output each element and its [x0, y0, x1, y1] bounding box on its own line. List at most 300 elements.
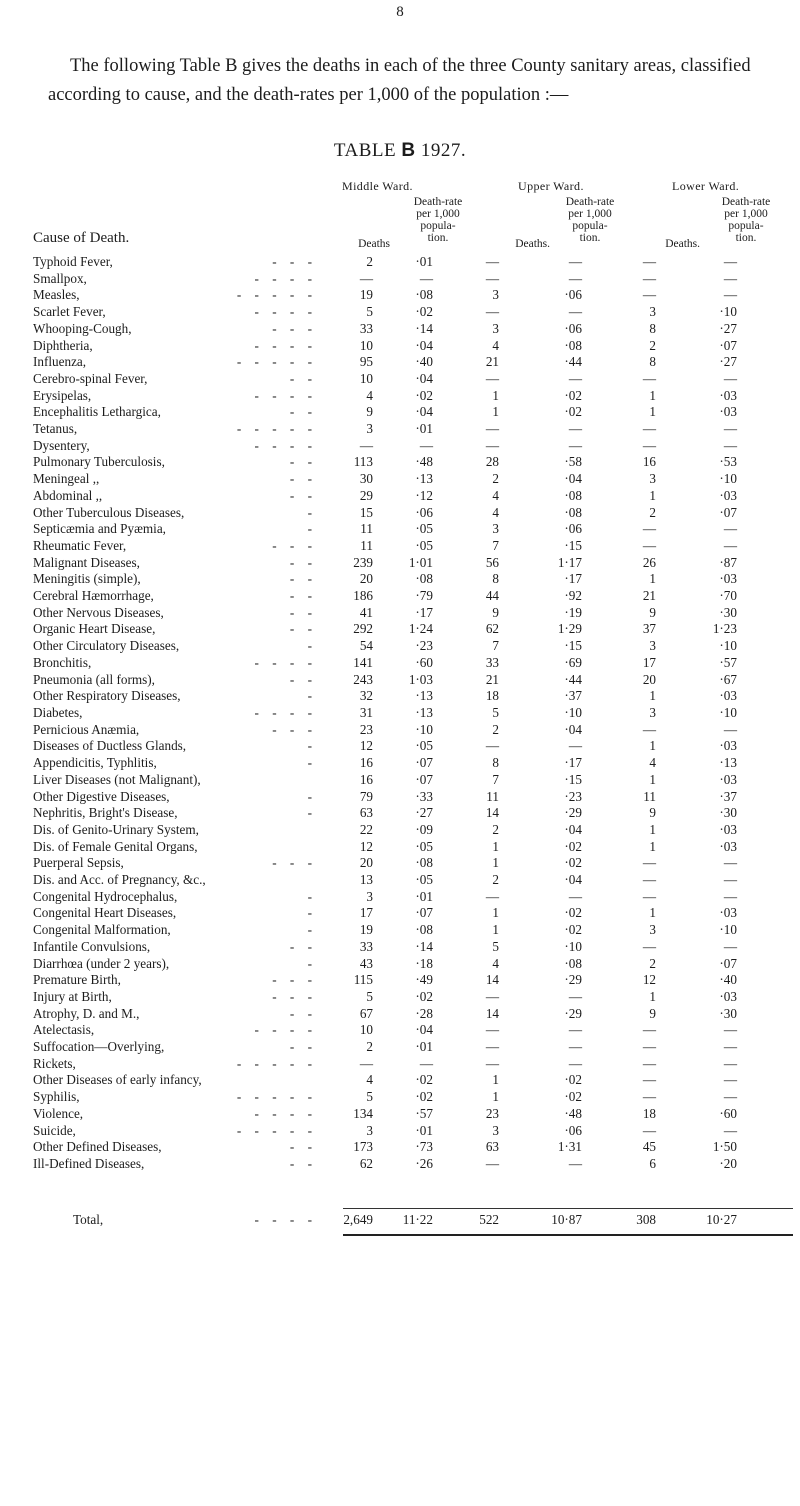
middle-deaths-cell: —	[359, 437, 373, 453]
lower-deaths-cell: —	[642, 370, 656, 386]
middle-rate-cell: ·01	[415, 888, 433, 904]
leader-dots: -	[307, 955, 317, 971]
lower-rate-cell: ·03	[719, 404, 737, 420]
cause-name: Influenza,	[33, 354, 87, 370]
middle-rate-cell: ·08	[415, 855, 433, 871]
lower-deaths-cell: —	[642, 270, 656, 286]
cause-name: Other Digestive Diseases,	[33, 788, 170, 804]
upper-deaths-cell: 14	[485, 805, 499, 821]
leader-dots: - - - -	[254, 270, 317, 286]
cause-name: Other Defined Diseases,	[33, 1139, 162, 1155]
leader-dots: -	[307, 805, 317, 821]
lower-rate-cell: —	[723, 938, 737, 954]
middle-rate-cell: ·02	[415, 1072, 433, 1088]
cause-name: Meningitis (simple),	[33, 571, 141, 587]
upper-rate-cell: —	[568, 304, 582, 320]
upper-rate-cell: ·06	[564, 287, 582, 303]
leader-dots: - -	[289, 1139, 317, 1155]
lower-deaths-cell: —	[642, 1055, 656, 1071]
middle-deaths-cell: 141	[353, 654, 373, 670]
cause-cell	[33, 738, 323, 755]
upper-rate-cell: —	[568, 888, 582, 904]
upper-rate-cell: ·06	[564, 1122, 582, 1138]
lower-deaths-cell: 20	[642, 671, 656, 687]
cause-name: Cerebro-spinal Fever,	[33, 370, 148, 386]
middle-rate-cell: ·02	[415, 304, 433, 320]
table-row	[33, 471, 737, 488]
middle-rate-cell: ·07	[415, 755, 433, 771]
lower-rate-cell: —	[723, 721, 737, 737]
lower-deaths-cell: —	[642, 1039, 656, 1055]
lower-rate-cell: ·10	[719, 922, 737, 938]
middle-rate-cell: ·08	[415, 922, 433, 938]
middle-deaths-cell: 43	[359, 955, 373, 971]
leader-dots: - - - - -	[236, 1055, 317, 1071]
leader-dots: - -	[289, 487, 317, 503]
ward-header-middle: Middle Ward.	[342, 179, 413, 193]
cause-cell	[33, 922, 323, 939]
upper-rate-cell: ·44	[564, 354, 582, 370]
cause-name: Other Circulatory Diseases,	[33, 638, 180, 654]
cause-name: Dis. of Female Genital Organs,	[33, 838, 198, 854]
cause-cell	[33, 772, 323, 789]
middle-rate-cell: ·12	[415, 487, 433, 503]
middle-rate-cell: ·05	[415, 738, 433, 754]
total-cause-cell	[33, 1212, 323, 1229]
middle-rate-cell: ·05	[415, 521, 433, 537]
upper-deaths-cell: 4	[492, 504, 499, 520]
lower-deaths-cell: 9	[649, 805, 656, 821]
lower-deaths-cell: 3	[649, 304, 656, 320]
upper-rate-cell: 1·29	[557, 621, 582, 637]
upper-deaths-cell: —	[485, 254, 499, 269]
cause-cell	[33, 822, 323, 839]
lower-deaths-cell: —	[642, 938, 656, 954]
table-row	[33, 738, 737, 755]
lower-rate-cell: ·10	[719, 304, 737, 320]
cause-cell	[33, 939, 323, 956]
middle-rate-cell: ·04	[415, 370, 433, 386]
total-rule-bottom	[343, 1234, 793, 1236]
middle-deaths-cell: 3	[366, 421, 373, 437]
cause-name: Injury at Birth,	[33, 988, 112, 1004]
cause-name: Diphtheria,	[33, 337, 93, 353]
leader-dots: - - - -	[254, 437, 317, 453]
leader-dots: - - - - -	[236, 354, 317, 370]
cause-name: Other Tuberculous Diseases,	[33, 504, 185, 520]
cause-name: Congenital Heart Diseases,	[33, 905, 177, 921]
table-row	[33, 905, 737, 922]
table-row	[33, 872, 737, 889]
table-row	[33, 271, 737, 288]
lower-rate-cell: ·60	[719, 1105, 737, 1121]
middle-deaths-cell: 134	[353, 1105, 373, 1121]
lower-rate-cell: —	[723, 872, 737, 888]
leader-dots: - - - - -	[236, 1089, 317, 1105]
cause-name: Septicæmia and Pyæmia,	[33, 521, 166, 537]
lower-rate-cell: ·03	[719, 487, 737, 503]
cause-cell	[33, 371, 323, 388]
leader-dots: - -	[289, 1039, 317, 1055]
lower-rate-cell: —	[723, 537, 737, 553]
table-row	[33, 839, 737, 856]
middle-deaths-cell: 186	[353, 588, 373, 604]
table-row	[33, 989, 737, 1006]
table-row	[33, 454, 737, 471]
upper-deaths-cell: 11	[486, 788, 499, 804]
table-row	[33, 789, 737, 806]
lower-deaths-cell: —	[642, 1022, 656, 1038]
cause-cell	[33, 705, 323, 722]
lower-rate-cell: ·07	[719, 504, 737, 520]
upper-rate-cell: ·15	[564, 638, 582, 654]
table-row	[33, 338, 737, 355]
lower-deaths-cell: 17	[642, 654, 656, 670]
lower-rate-cell: ·03	[719, 387, 737, 403]
cause-name: Diarrhœa (under 2 years),	[33, 955, 170, 971]
page-number: 8	[396, 4, 404, 20]
cause-name: Puerperal Sepsis,	[33, 855, 124, 871]
middle-deaths-cell: 12	[359, 738, 373, 754]
cause-cell	[33, 621, 323, 638]
leader-dots: - - -	[272, 855, 317, 871]
lower-deaths-cell: 9	[649, 604, 656, 620]
table-row	[33, 1089, 737, 1106]
middle-deaths-cell: 15	[359, 504, 373, 520]
lower-deaths-cell: 8	[649, 320, 656, 336]
middle-rate-cell: ·01	[415, 1039, 433, 1055]
upper-rate-cell: ·29	[564, 972, 582, 988]
middle-deaths-cell: —	[359, 1055, 373, 1071]
middle-deaths-cell: 173	[353, 1139, 373, 1155]
upper-rate-cell: ·04	[564, 721, 582, 737]
table-row	[33, 672, 737, 689]
middle-rate-cell: ·01	[415, 421, 433, 437]
ward-header-lower: Lower Ward.	[672, 179, 740, 193]
cause-cell	[33, 905, 323, 922]
upper-deaths-cell: 2	[492, 821, 499, 837]
cause-name: Ill-Defined Diseases,	[33, 1155, 145, 1171]
middle-rate-cell: ·57	[415, 1105, 433, 1121]
middle-rate-cell: ·48	[415, 454, 433, 470]
cause-cell	[33, 1089, 323, 1106]
table-row	[33, 1056, 737, 1073]
cause-name: Appendicitis, Typhlitis,	[33, 755, 157, 771]
cause-cell	[33, 438, 323, 455]
middle-deaths-cell: 17	[359, 905, 373, 921]
upper-rate-cell: ·69	[564, 654, 582, 670]
leader-dots: - -	[289, 621, 317, 637]
middle-rate-cell: 1·01	[408, 554, 433, 570]
middle-rate-cell: ·33	[415, 788, 433, 804]
middle-deaths-cell: 2	[366, 1039, 373, 1055]
middle-rate-cell: ·05	[415, 872, 433, 888]
cause-name: Rickets,	[33, 1055, 76, 1071]
lower-deaths-cell: 26	[642, 554, 656, 570]
upper-rate-cell: ·02	[564, 855, 582, 871]
table-row	[33, 555, 737, 572]
table-title-prefix: TABLE	[333, 140, 397, 161]
middle-deaths-cell: 292	[353, 621, 373, 637]
lower-rate-cell: ·03	[719, 688, 737, 704]
deaths-header-lower: Deaths.	[665, 238, 700, 250]
cause-cell	[33, 672, 323, 689]
leader-dots: -	[307, 521, 317, 537]
middle-rate-cell: ·23	[415, 638, 433, 654]
leader-dots: -	[307, 504, 317, 520]
table-row	[33, 538, 737, 555]
middle-deaths-cell: 4	[366, 1072, 373, 1088]
middle-rate-cell: ·04	[415, 337, 433, 353]
cause-column-header: Cause of Death.	[33, 230, 130, 246]
lower-deaths-cell: 3	[649, 704, 656, 720]
table-row	[33, 805, 737, 822]
cause-cell	[33, 521, 323, 538]
upper-rate-cell: ·92	[564, 588, 582, 604]
lower-deaths-cell: 1	[649, 838, 656, 854]
middle-deaths-cell: 239	[353, 554, 373, 570]
middle-rate-cell: —	[419, 270, 433, 286]
upper-rate-cell: —	[568, 1155, 582, 1171]
upper-rate-cell: ·06	[564, 320, 582, 336]
cause-cell	[33, 605, 323, 622]
lower-deaths-cell: 9	[649, 1005, 656, 1021]
lower-rate-cell: ·03	[719, 771, 737, 787]
cause-cell	[33, 505, 323, 522]
table-row	[33, 772, 737, 789]
leader-dots: - -	[289, 938, 317, 954]
table-row	[33, 939, 737, 956]
table-row	[33, 1039, 737, 1056]
lower-rate-cell: ·30	[719, 604, 737, 620]
cause-name: Organic Heart Disease,	[33, 621, 156, 637]
middle-deaths-cell: 16	[359, 771, 373, 787]
upper-deaths-cell: 33	[485, 654, 499, 670]
leader-dots: - - -	[272, 972, 317, 988]
cause-name: Encephalitis Lethargica,	[33, 404, 161, 420]
upper-rate-cell: ·08	[564, 504, 582, 520]
middle-rate-cell: ·49	[415, 972, 433, 988]
upper-rate-cell: ·19	[564, 604, 582, 620]
lower-deaths-cell: 1	[649, 404, 656, 420]
table-row	[33, 822, 737, 839]
leader-dots: - - -	[272, 537, 317, 553]
lower-rate-cell: ·13	[719, 755, 737, 771]
middle-deaths-cell: 33	[359, 938, 373, 954]
upper-rate-cell: —	[568, 1022, 582, 1038]
total-dots: - - - -	[254, 1212, 317, 1227]
leader-dots: - -	[289, 554, 317, 570]
lower-rate-cell: ·20	[719, 1155, 737, 1171]
lower-deaths-cell: 2	[649, 504, 656, 520]
middle-deaths-cell: 32	[359, 688, 373, 704]
cause-cell	[33, 588, 323, 605]
lower-rate-cell: ·03	[719, 838, 737, 854]
table-row	[33, 588, 737, 605]
lower-rate-cell: ·87	[719, 554, 737, 570]
upper-deaths-cell: —	[485, 1155, 499, 1171]
total-middle-rate: 11·22	[402, 1212, 433, 1227]
lower-deaths-cell: —	[642, 254, 656, 269]
table-row	[33, 505, 737, 522]
upper-deaths-cell: 3	[492, 320, 499, 336]
cause-name: Tetanus,	[33, 421, 78, 437]
upper-rate-cell: ·15	[564, 771, 582, 787]
table-row	[33, 855, 737, 872]
deaths-table	[33, 254, 737, 1173]
middle-rate-cell: ·02	[415, 988, 433, 1004]
table-row	[33, 605, 737, 622]
leader-dots: - -	[289, 370, 317, 386]
upper-deaths-cell: —	[485, 1022, 499, 1038]
upper-deaths-cell: 5	[492, 704, 499, 720]
upper-deaths-cell: 23	[485, 1105, 499, 1121]
cause-name: Congenital Malformation,	[33, 922, 171, 938]
upper-deaths-cell: 63	[485, 1139, 499, 1155]
lower-deaths-cell: —	[642, 888, 656, 904]
cause-cell	[33, 1056, 323, 1073]
leader-dots: - - - -	[254, 704, 317, 720]
cause-name: Dis. of Genito-Urinary System,	[33, 821, 199, 837]
upper-rate-cell: ·17	[564, 755, 582, 771]
middle-deaths-cell: —	[359, 270, 373, 286]
upper-rate-cell: ·04	[564, 471, 582, 487]
lower-deaths-cell: 8	[649, 354, 656, 370]
middle-deaths-cell: 5	[366, 304, 373, 320]
table-row	[33, 488, 737, 505]
upper-rate-cell: ·10	[564, 938, 582, 954]
cause-name: Pernicious Anæmia,	[33, 721, 140, 737]
middle-deaths-cell: 30	[359, 471, 373, 487]
middle-deaths-cell: 12	[359, 838, 373, 854]
table-row	[33, 972, 737, 989]
middle-rate-cell: ·28	[415, 1005, 433, 1021]
cause-name: Bronchitis,	[33, 654, 92, 670]
middle-rate-cell: ·14	[415, 320, 433, 336]
cause-cell	[33, 638, 323, 655]
middle-deaths-cell: 19	[359, 287, 373, 303]
cause-cell	[33, 304, 323, 321]
lower-rate-cell: —	[723, 287, 737, 303]
middle-deaths-cell: 10	[359, 1022, 373, 1038]
rate-header-middle: Death-rate per 1,000 popula- tion.	[413, 196, 463, 244]
upper-rate-cell: —	[568, 988, 582, 1004]
lower-rate-cell: ·10	[719, 704, 737, 720]
middle-deaths-cell: 10	[359, 370, 373, 386]
upper-rate-cell: ·17	[564, 571, 582, 587]
cause-name: Atrophy, D. and M.,	[33, 1005, 140, 1021]
lower-deaths-cell: 37	[642, 621, 656, 637]
total-middle-deaths: 2,649	[343, 1212, 373, 1227]
lower-deaths-cell: —	[642, 437, 656, 453]
cause-name: Premature Birth,	[33, 972, 121, 988]
upper-rate-cell: —	[568, 437, 582, 453]
lower-deaths-cell: 2	[649, 337, 656, 353]
cause-cell	[33, 1072, 323, 1089]
table-row	[33, 354, 737, 371]
lower-deaths-cell: —	[642, 521, 656, 537]
upper-deaths-cell: 1	[492, 1072, 499, 1088]
middle-rate-cell: —	[419, 1055, 433, 1071]
lower-deaths-cell: —	[642, 421, 656, 437]
cause-cell	[33, 271, 323, 288]
cause-name: Atelectasis,	[33, 1022, 95, 1038]
lower-deaths-cell: 1	[649, 688, 656, 704]
middle-rate-cell: ·73	[415, 1139, 433, 1155]
middle-deaths-cell: 31	[359, 704, 373, 720]
middle-rate-cell: ·01	[415, 254, 433, 269]
lower-rate-cell: ·70	[719, 588, 737, 604]
middle-rate-cell: ·02	[415, 387, 433, 403]
table-row	[33, 421, 737, 438]
lower-rate-cell: 1·50	[712, 1139, 737, 1155]
lower-deaths-cell: 21	[642, 588, 656, 604]
cause-name: Cerebral Hæmorrhage,	[33, 588, 154, 604]
upper-rate-cell: ·06	[564, 521, 582, 537]
middle-deaths-cell: 13	[359, 872, 373, 888]
upper-rate-cell: ·02	[564, 905, 582, 921]
upper-deaths-cell: 14	[485, 972, 499, 988]
middle-rate-cell: ·13	[415, 688, 433, 704]
lower-deaths-cell: 16	[642, 454, 656, 470]
cause-cell	[33, 839, 323, 856]
upper-rate-cell: ·10	[564, 704, 582, 720]
leader-dots: -	[307, 738, 317, 754]
cause-name: Suffocation—Overlying,	[33, 1039, 165, 1055]
upper-rate-cell: ·02	[564, 1072, 582, 1088]
lower-deaths-cell: 2	[649, 955, 656, 971]
lower-rate-cell: ·10	[719, 638, 737, 654]
cause-cell	[33, 989, 323, 1006]
table-row	[33, 521, 737, 538]
leader-dots: -	[307, 888, 317, 904]
middle-deaths-cell: 63	[359, 805, 373, 821]
leader-dots: - - - -	[254, 387, 317, 403]
cause-name: Smallpox,	[33, 270, 87, 286]
leader-dots: - - - -	[254, 337, 317, 353]
middle-deaths-cell: 54	[359, 638, 373, 654]
lower-deaths-cell: —	[642, 1072, 656, 1088]
upper-rate-cell: —	[568, 1039, 582, 1055]
cause-cell	[33, 354, 323, 371]
lower-deaths-cell: —	[642, 287, 656, 303]
cause-name: Congenital Hydrocephalus,	[33, 888, 178, 904]
lower-deaths-cell: 45	[642, 1139, 656, 1155]
lower-rate-cell: ·37	[719, 788, 737, 804]
cause-name: Nephritis, Bright's Disease,	[33, 805, 178, 821]
lower-rate-cell: —	[723, 254, 737, 269]
total-row	[33, 1212, 737, 1229]
cause-cell	[33, 722, 323, 739]
upper-deaths-cell: —	[485, 370, 499, 386]
upper-deaths-cell: 5	[492, 938, 499, 954]
cause-name: Diseases of Ductless Glands,	[33, 738, 187, 754]
upper-deaths-cell: 1	[492, 1089, 499, 1105]
cause-name: Measles,	[33, 287, 80, 303]
lower-deaths-cell: 1	[649, 487, 656, 503]
lower-deaths-cell: 3	[649, 638, 656, 654]
leader-dots: - -	[289, 454, 317, 470]
lower-deaths-cell: —	[642, 537, 656, 553]
upper-deaths-cell: 4	[492, 337, 499, 353]
table-row	[33, 956, 737, 973]
middle-rate-cell: ·60	[415, 654, 433, 670]
cause-name: Pulmonary Tuberculosis,	[33, 454, 165, 470]
leader-dots: - -	[289, 1005, 317, 1021]
upper-deaths-cell: 1	[492, 905, 499, 921]
lower-deaths-cell: —	[642, 721, 656, 737]
total-lower-rate: 10·27	[706, 1212, 737, 1227]
